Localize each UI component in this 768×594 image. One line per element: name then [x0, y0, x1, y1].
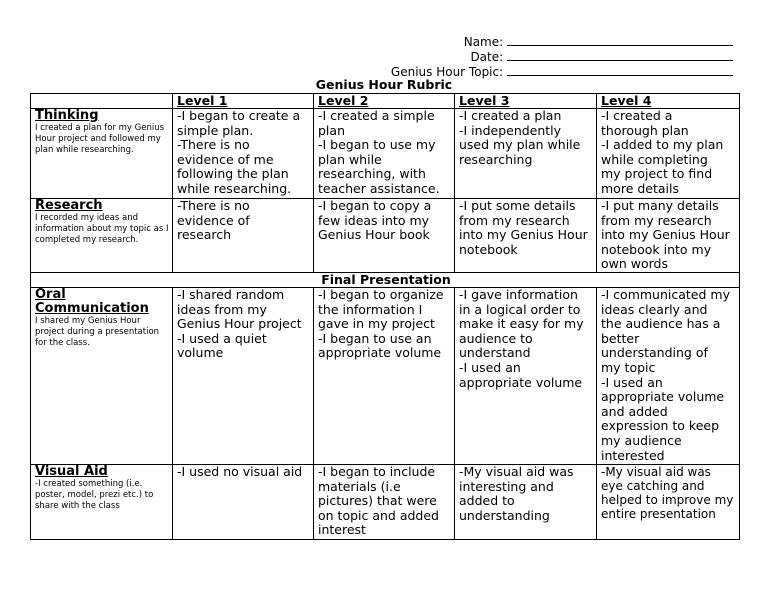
cell-line: expression to keep — [601, 418, 720, 434]
cell-line: simple plan. — [177, 122, 254, 138]
cell-line: own words — [601, 256, 669, 272]
cell-line: plan while — [318, 151, 382, 167]
rubric-title: Genius Hour Rubric — [315, 77, 453, 92]
cell-line: while researching. — [177, 180, 292, 196]
category-cell — [31, 199, 173, 273]
level-1-cell — [173, 199, 314, 273]
cell-line: -I independently — [459, 122, 562, 138]
cell-line: -I used an — [601, 374, 663, 390]
category-description: -I created something (i.e. poster, model, prezi etc.) to share with the class — [35, 479, 154, 511]
cell-line: Genius Hour book — [318, 227, 430, 243]
cell-line: understanding — [459, 507, 550, 523]
cell-line: -I gave information — [459, 287, 578, 302]
level-2-cell — [314, 288, 455, 465]
cell-line: notebook — [459, 241, 518, 257]
cell-line: ideas from my — [177, 301, 267, 317]
category-description: I created a plan for my Genius Hour project and followed my plan while researching. — [35, 123, 165, 155]
category-title: Research — [35, 198, 103, 213]
level-4-cell — [597, 288, 740, 465]
research-row — [31, 199, 740, 273]
cell-line: understand — [459, 345, 531, 361]
cell-line: materials (i.e — [318, 478, 401, 494]
cell-line: into my Genius Hour — [601, 227, 730, 243]
cell-line: plan — [318, 122, 345, 138]
cell-line: used my plan while — [459, 137, 581, 153]
level-4-header: Level 4 — [597, 94, 740, 109]
cell-line: interested — [601, 447, 665, 463]
cell-line: Genius Hour project — [177, 316, 302, 332]
cell-line: on topic and added — [318, 507, 439, 523]
cell-line: better — [601, 330, 640, 346]
cell-line: -I began to use an — [318, 330, 432, 346]
cell-line: researching — [459, 151, 533, 167]
level-3-header: Level 3 — [455, 94, 597, 109]
level-2-cell — [314, 199, 455, 273]
cell-line: research — [177, 227, 232, 243]
cell-line: the audience has a — [601, 316, 721, 332]
cell-line: volume — [177, 345, 224, 361]
level-header-row — [31, 94, 740, 109]
oral-communication-row — [31, 288, 740, 465]
level-1-cell — [173, 109, 314, 199]
cell-line: few ideas into my — [318, 212, 430, 228]
cell-line: -I created a plan — [459, 108, 562, 123]
level-2-cell — [314, 109, 455, 199]
name-label: Name: — [463, 35, 504, 49]
topic-blank-line[interactable] — [507, 64, 733, 76]
category-title: Visual Aid — [35, 464, 108, 479]
cell-line: interest — [318, 522, 366, 538]
cell-line: -There is no — [177, 137, 250, 153]
cell-line: understanding of — [601, 345, 708, 361]
cell-line: pictures) that were — [318, 493, 437, 509]
cell-line: -I shared random — [177, 287, 285, 302]
thinking-row — [31, 109, 740, 199]
cell-line: -I began to include — [318, 464, 436, 479]
cell-line: -My visual aid was — [601, 465, 711, 479]
cell-line: make it easy for my — [459, 316, 584, 332]
section-heading: Final Presentation — [31, 273, 740, 288]
name-field[interactable] — [464, 34, 733, 49]
cell-line: -I used no visual aid — [177, 464, 303, 479]
cell-line: my audience — [601, 432, 682, 448]
level-2-cell — [314, 465, 455, 540]
cell-line: -I used an — [459, 359, 521, 375]
cell-line: more details — [601, 180, 679, 196]
cell-line: -I began to organize — [318, 287, 444, 302]
cell-line: my topic — [601, 359, 656, 375]
cell-line: interesting and — [459, 478, 554, 494]
cell-line: -I began to copy a — [318, 198, 432, 213]
level-3-cell — [455, 465, 597, 540]
category-description: I shared my Genius Hour project during a presentation for the class. — [35, 316, 160, 348]
category-title: Thinking — [35, 108, 99, 123]
cell-line: -There is no — [177, 198, 250, 213]
level-4-cell — [597, 109, 740, 199]
cell-line: and added — [601, 403, 668, 419]
level-3-cell — [455, 288, 597, 465]
level-1-header: Level 1 — [173, 94, 314, 109]
cell-line: evidence of — [177, 212, 250, 228]
cell-line: researching, with — [318, 166, 426, 182]
cell-line: teacher assistance. — [318, 180, 440, 196]
topic-label: Genius Hour Topic: — [390, 65, 504, 79]
cell-line: eye catching and — [601, 479, 705, 493]
level-4-cell — [597, 199, 740, 273]
cell-line: while completing — [601, 151, 708, 167]
cell-line: from my research — [459, 212, 570, 228]
cell-line: -I created a simple — [318, 108, 435, 123]
cell-line: gave in my project — [318, 316, 435, 332]
cell-line: -I used a quiet — [177, 330, 267, 346]
cell-line: -I put some details — [459, 198, 576, 213]
category-cell — [31, 288, 173, 465]
category-cell — [31, 465, 173, 540]
rubric-table — [30, 93, 740, 540]
date-blank-line[interactable] — [507, 49, 733, 61]
cell-line: -I began to use my — [318, 137, 436, 153]
cell-line: helped to improve my — [601, 493, 734, 507]
cell-line: following the plan — [177, 166, 289, 182]
cell-line: the information I — [318, 301, 423, 317]
cell-line: ideas clearly and — [601, 301, 708, 317]
category-description: I recorded my ideas and information about my topic as I completed my research. — [35, 213, 169, 245]
level-4-cell — [597, 465, 740, 540]
level-3-cell — [455, 199, 597, 273]
final-presentation-section-row — [31, 273, 740, 288]
cell-line: -I put many details — [601, 198, 719, 213]
level-1-cell — [173, 465, 314, 540]
cell-line: my project to find — [601, 166, 713, 182]
cell-line: appropriate volume — [459, 374, 583, 390]
cell-line: in a logical order to — [459, 301, 581, 317]
cell-line: -My visual aid was — [459, 464, 574, 479]
cell-line: -I communicated my — [601, 287, 730, 302]
cell-line: -I added to my plan — [601, 137, 724, 153]
level-1-cell — [173, 288, 314, 465]
date-label: Date: — [470, 50, 504, 64]
cell-line: thorough plan — [601, 122, 689, 138]
cell-line: -I began to create a — [177, 108, 301, 123]
category-title: Communication — [35, 301, 149, 316]
cell-line: notebook into my — [601, 241, 712, 257]
cell-line: from my research — [601, 212, 712, 228]
cell-line: entire presentation — [601, 507, 716, 521]
level-2-header: Level 2 — [314, 94, 455, 109]
category-title: Oral — [35, 287, 66, 302]
cell-line: evidence of me — [177, 151, 274, 167]
corner-cell — [31, 94, 173, 109]
cell-line: added to — [459, 493, 515, 509]
cell-line: audience to — [459, 330, 533, 346]
cell-line: -I created a — [601, 108, 673, 123]
cell-line: appropriate volume — [601, 389, 725, 405]
cell-line: appropriate volume — [318, 345, 442, 361]
name-blank-line[interactable] — [507, 34, 733, 46]
visual-aid-row — [31, 465, 740, 540]
date-field[interactable] — [470, 49, 733, 64]
cell-line: into my Genius Hour — [459, 227, 588, 243]
category-cell — [31, 109, 173, 199]
level-3-cell — [455, 109, 597, 199]
